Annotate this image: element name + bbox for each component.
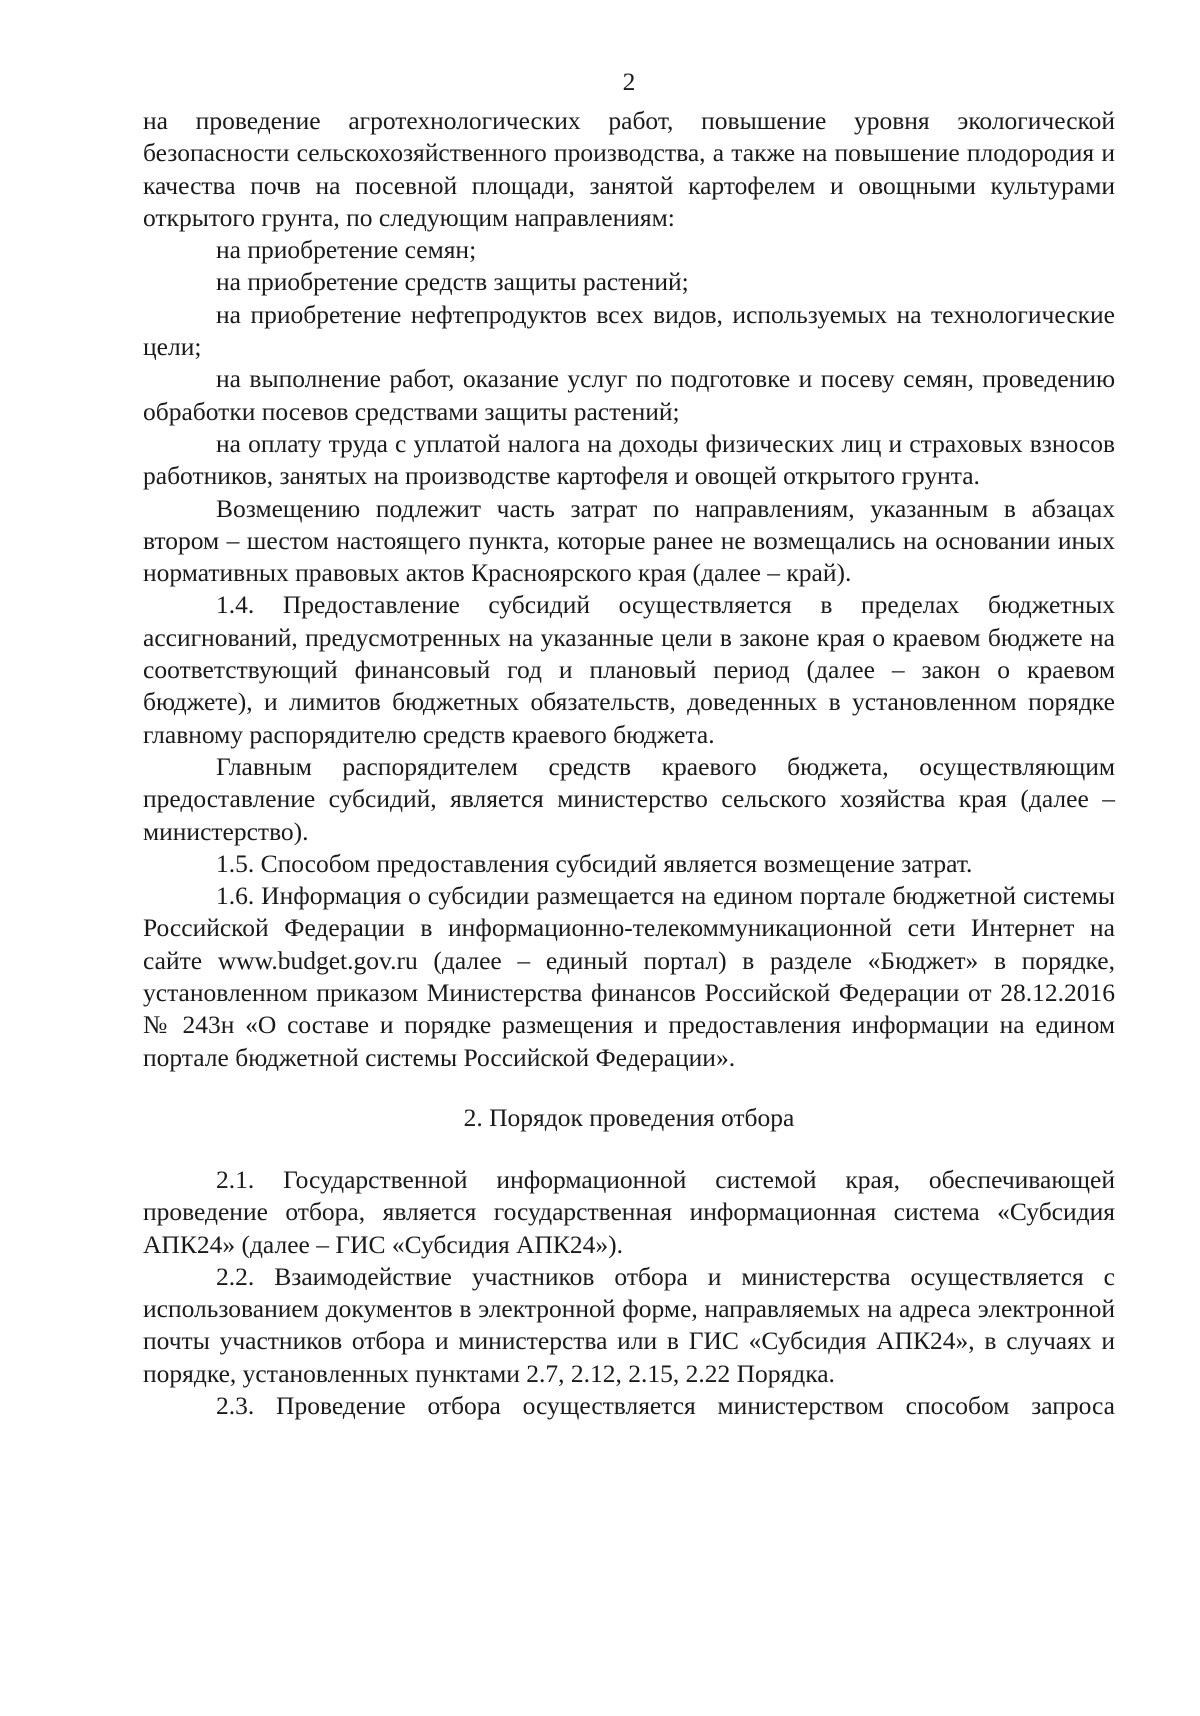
paragraph-works-services: на выполнение работ, оказание услуг по подготовке и посеву семян, проведению обработки посевов средствами защиты растений; (143, 364, 1115, 426)
paragraph-1-4: 1.4. Предоставление субсидий осуществляется в пределах бюджетных ассигнований, предусмотренных на указанные цели в законе края о краевом бюджете на соответствующий финансовый год и плановый период (далее – закон о краевом бюджете), и лимитов бюджетных обязательств, доведенных в установленном порядке главному распорядителю средств краевого бюджета. (143, 590, 1115, 749)
paragraph-1-6: 1.6. Информация о субсидии размещается на едином портале бюджетной системы Российской Федерации в информационно-телекоммуникационной сети Интернет на сайте www.budget.gov.ru (далее – единый портал) в разделе «Бюджет» в порядке, установленном приказом Министерства финансов Российской Федерации от 28.12.2016 № 243н «О составе и порядке размещения и предоставления информации на едином портале бюджетной системы Российской Федерации». (143, 881, 1115, 1072)
paragraph-labor: на оплату труда с уплатой налога на доходы физических лиц и страховых взносов работников, занятых на производстве картофеля и овощей открытого грунта. (143, 428, 1115, 491)
paragraph-1-5: 1.5. Способом предоставления субсидий является возмещение затрат. (216, 848, 973, 878)
paragraph-seeds: на приобретение семян; (216, 235, 477, 265)
paragraph-intro: на проведение агротехнологических работ, повышение уровня экологической безопасности сельскохозяйственного производства, а также на повышение плодородия и качества почв на посевной площади, занятой картофелем и овощными культурами открытого грунта, по следующим направлениям: (143, 106, 1115, 232)
paragraph-2-3: 2.3. Проведение отбора осуществляется министерством способом запроса (216, 1390, 1115, 1420)
paragraph-petroleum: на приобретение нефтепродуктов всех видов, используемых на технологические цели; (143, 299, 1115, 362)
paragraph-plant-protection: на приобретение средств защиты растений; (216, 267, 689, 297)
page-number: 2 (622, 67, 636, 96)
section-heading: 2. Порядок проведения отбора (463, 1102, 795, 1132)
paragraph-reimbursement: Возмещению подлежит часть затрат по направлениям, указанным в абзацах втором – шестом настоящего пункта, которые ранее не возмещались на основании иных нормативных правовых актов Красноярского края (далее – край). (143, 493, 1115, 588)
paragraph-2-1: 2.1. Государственной информационной системой края, обеспечивающей проведение отбора, является государственная информационная система «Субсидия АПК24» (далее – ГИС «Субсидия АПК24»). (143, 1164, 1115, 1259)
paragraph-2-2: 2.2. Взаимодействие участников отбора и министерства осуществляется с использованием документов в электронной форме, направляемых на адреса электронной почты участников отбора и министерства или в ГИС «Субсидия АПК24», в случаях и порядке, установленных пунктами 2.7, 2.12, 2.15, 2.22 Порядка. (143, 1261, 1115, 1388)
paragraph-main-distributor: Главным распорядителем средств краевого бюджета, осуществляющим предоставление субсидий, является министерство сельского хозяйства края (далее – министерство). (143, 751, 1115, 846)
